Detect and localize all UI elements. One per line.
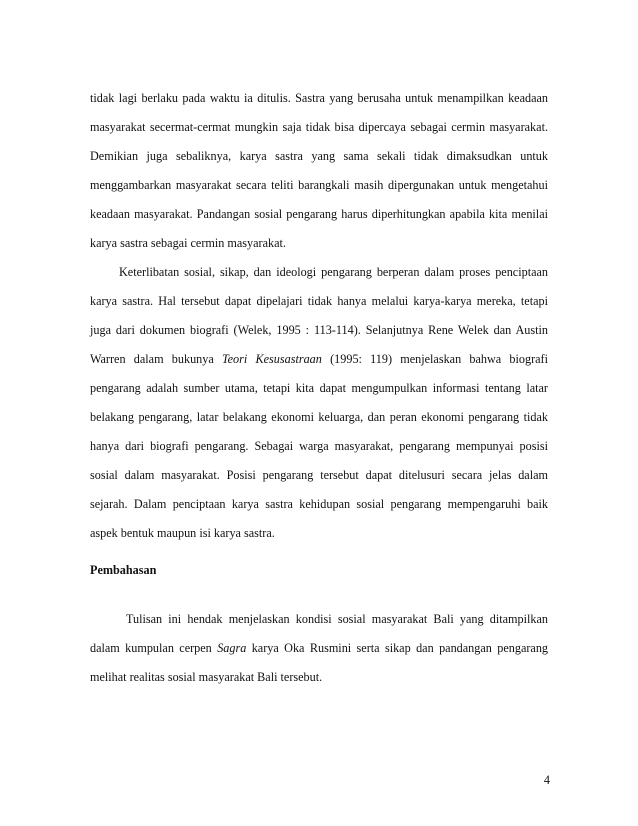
text-line: tidak lagi berlaku pada waktu ia ditulis. Sastra yang berusaha untuk menampilkan keadaan [90,91,548,105]
text-fragment: karya Oka Rusmini serta sikap dan pandangan pengarang [246,641,549,655]
text-line: karya sastra sebagai cermin masyarakat. [90,236,286,250]
text-line: menggambarkan masyarakat secara teliti barangkali masih dipergunakan untuk mengetahui [90,178,548,192]
text-line-with-title [90,345,548,374]
text-line: juga dari dokumen biografi (Welek, 1995 : 113-114). Selanjutnya Rene Welek dan Austin [90,323,548,337]
text-line: aspek bentuk maupun isi karya sastra. [90,526,275,540]
text-fragment: dalam kumpulan cerpen [90,641,218,655]
text-line: belakang pengarang, latar belakang ekonomi keluarga, dan peran ekonomi pengarang tidak [90,410,548,424]
text-line: Keterlibatan sosial, sikap, dan ideologi pengarang berperan dalam proses penciptaan [119,265,548,279]
text-fragment: Warren dalam bukunya [90,352,222,366]
text-line: sosial dalam masyarakat. Posisi pengarang tersebut dapat ditelusuri secara jelas dalam [90,468,548,482]
text-line: pengarang adalah sumber utama, tetapi kita dapat mengumpulkan informasi tentang latar [90,381,548,395]
text-line: karya sastra. Hal tersebut dapat dipelajari tidak hanya melalui karya-karya mereka, tetapi [90,294,548,308]
text-line: Demikian juga sebaliknya, karya sastra yang sama sekali tidak dimaksudkan untuk [90,149,548,163]
text-line: melihat realitas sosial masyarakat Bali tersebut. [90,670,323,684]
book-title: Teori Kesusastraan [221,352,322,366]
text-line: sejarah. Dalam penciptaan karya sastra kehidupan sosial pengarang mempengaruhi baik [90,497,548,511]
book-title: Sagra [217,641,247,655]
page-number: 4 [543,773,550,787]
text-line: Tulisan ini hendak menjelaskan kondisi sosial masyarakat Bali yang ditampilkan [126,612,548,626]
text-line: keadaan masyarakat. Pandangan sosial pengarang harus diperhitungkan apabila kita menilai [90,207,548,221]
paragraph-3 [90,605,548,692]
text-line: masyarakat secermat-cermat mungkin saja tidak bisa dipercaya sebagai cermin masyarakat. [90,120,548,134]
text-line-with-title [90,634,548,663]
paragraph-1 [90,84,548,258]
section-heading: Pembahasan [90,563,157,577]
paragraph-2 [90,258,548,548]
text-fragment: (1995: 119) menjelaskan bahwa biografi [321,352,549,366]
text-line: hanya dari biografi pengarang. Sebagai warga masyarakat, pengarang mempunyai posisi [90,439,548,453]
